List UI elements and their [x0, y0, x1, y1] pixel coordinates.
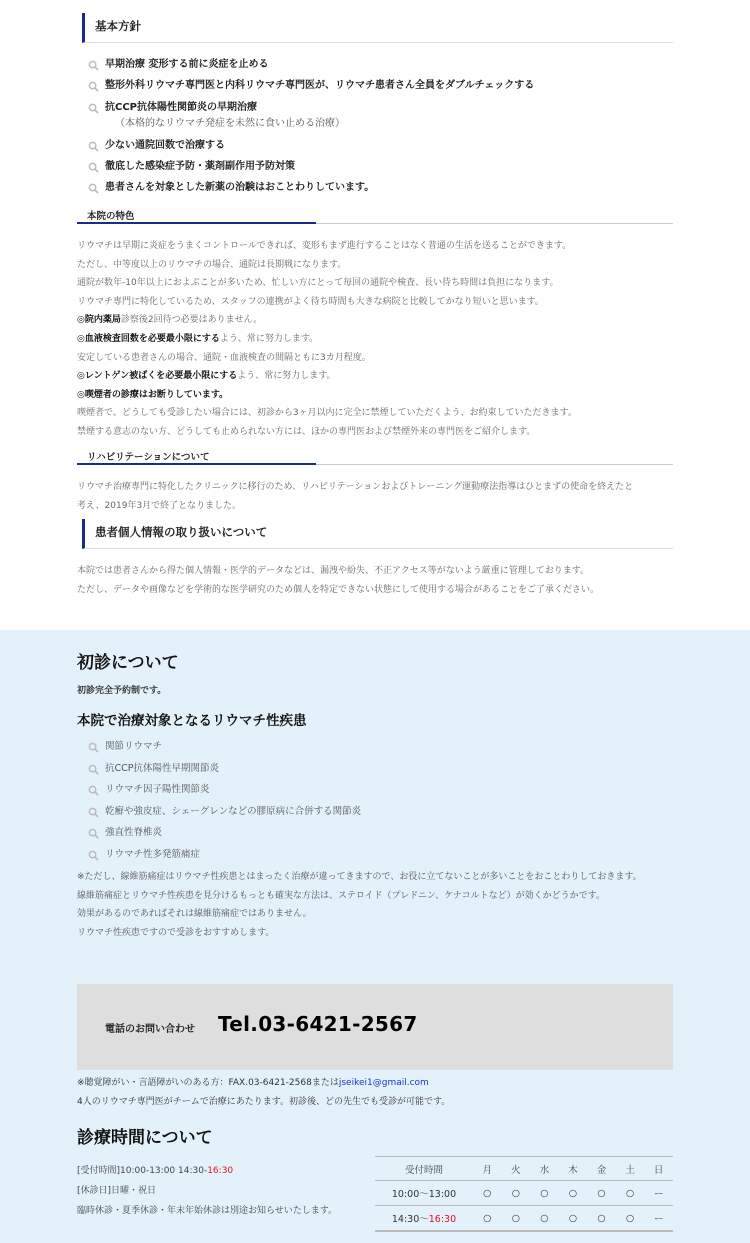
diseases-title: 本院で治療対象となるリウマチ性疾患	[77, 713, 307, 729]
list-item: 少ない通院回数で治療する	[88, 139, 534, 160]
search-icon	[88, 742, 99, 753]
fax-line: ※聴覚障がい・言語障がいのある方：FAX.03-6421-2568またはjseikei1@gmail.com	[77, 1078, 429, 1088]
reservation-notice: 初診完全予約制です。	[77, 686, 167, 696]
privacy-text: 本院では患者さんから得た個人情報・医学的データなどは、漏洩や紛失、不正アクセス等がないよう厳重に管理しております。 ただし、データや画像などを学術的な医学研究のため個人を特定できない状態にして使用する場合があることをご了承ください。	[77, 566, 600, 595]
hours-info: [受付時間]10:00-13:00 14:30-16:30 [休診日]日曜・祝日 臨時休診・夏季休診・年末年始休診は別途お知らせいたします。	[77, 1166, 338, 1216]
phone-contact-box	[77, 984, 673, 1070]
team-note: 4人のリウマチ専門医がチームで治療にあたります。初診後、どの先生でも受診が可能です。	[77, 1097, 451, 1107]
policy-title: 基本方針	[82, 13, 673, 43]
search-icon	[88, 103, 99, 114]
email-link[interactable]: jseikei1@gmail.com	[338, 1078, 429, 1088]
hours-title: 診療時間について	[77, 1128, 213, 1148]
search-icon	[88, 141, 99, 152]
search-icon	[88, 183, 99, 194]
table-row: 10:00～13:00 ○ ○ ○ ○ ○ ○ ー	[375, 1181, 673, 1206]
list-item: 抗CCP抗体陽性早期関節炎	[88, 762, 361, 784]
search-icon	[88, 785, 99, 796]
list-item: リウマチ性多発筋痛症	[88, 848, 361, 870]
features-text: リウマチは早期に炎症をうまくコントロールできれば、変形もまず進行することはなく普通の生活を送ることができます。 ただし、中等度以上のリウマチの場合、通院は長期戦になります。 通院が数年-10年以上におよぶことが多いため、忙しい方にとって毎回の通院や検査、長い待ち時間は負担になります。 リウマチ専門に特化しているため、スタッフの連携がよく待ち時間も大きな病院と比較してかなり短いと思います。 ◎院内薬局診察後2回待つ必要はありません。 ◎血液検査回数を必要最小限にするよう、常に努力します。 安定している患者さんの場合、通院・血液検査の間隔ともに3カ月程度。 ◎レントゲン被ばくを必要最小限にするよう、常に努力します。 ◎喫煙者の診療はお断りしています。 喫煙者で、どうしても受診したい場合には、初診から3ヶ月以内に完全に禁煙していただくよう、お約束していただきます。 禁煙する意志のない方、どうしても止められない方には、ほかの専門医および禁煙外来の専門医をご紹介します。	[77, 241, 577, 437]
list-item: 患者さんを対象とした新薬の治験はおことわりしています。	[88, 181, 534, 202]
policy-item-note: （本格的なリウマチ発症を未然に食い止める治療）	[115, 117, 345, 129]
search-icon	[88, 162, 99, 173]
rehab-text: リウマチ治療専門に特化したクリニックに移行のため、リハビリテーションおよびトレーニング運動療法指導はひとまずの使命を終えたと 考え、2019年3月で終了となりました。	[77, 482, 634, 511]
diseases-list	[88, 740, 361, 869]
hours-table	[375, 1156, 673, 1232]
phone-label: 電話のお問い合わせ	[105, 1024, 195, 1035]
list-item: リウマチ因子陽性関節炎	[88, 783, 361, 805]
search-icon	[88, 828, 99, 839]
features-title: 本院の特色	[77, 208, 673, 224]
list-item: 整形外科リウマチ専門医と内科リウマチ専門医が、リウマチ患者さん全員をダブルチェックする	[88, 79, 534, 100]
search-icon	[88, 807, 99, 818]
fibromyalgia-notes: ※ただし、線維筋痛症はリウマチ性疾患とはまったく治療が違ってきますので、お役に立てないことが多いことをおことわりしておきます。 線維筋痛症とリウマチ性疾患を見分けるもっとも確実な方法は、ステロイド（プレドニン、ケナコルトなど）が効くかどうかです。 効果があるのであればそれは線維筋痛症ではありません。 リウマチ性疾患ですので受診をおすすめします。	[77, 872, 642, 938]
list-item: 早期治療 変形する前に炎症を止める	[88, 58, 534, 79]
list-item: 徹底した感染症予防・薬剤副作用予防対策	[88, 160, 534, 181]
search-icon	[88, 81, 99, 92]
list-item: 強直性脊椎炎	[88, 826, 361, 848]
hours-table-header: 受付時間 月 火 水 木 金 土 日	[375, 1157, 673, 1181]
policy-list	[88, 58, 534, 202]
search-icon	[88, 60, 99, 71]
list-item: 乾癬や強皮症、シェーグレンなどの膠原病に合併する関節炎	[88, 805, 361, 827]
search-icon	[88, 850, 99, 861]
first-visit-title: 初診について	[77, 653, 179, 673]
rehab-title: リハビリテーションについて	[77, 449, 673, 465]
list-item: 関節リウマチ	[88, 740, 361, 762]
privacy-title: 患者個人情報の取り扱いについて	[82, 519, 673, 549]
search-icon	[88, 764, 99, 775]
table-row: 14:30～16:30 ○ ○ ○ ○ ○ ○ ー	[375, 1206, 673, 1232]
list-item: 抗CCP抗体陽性関節炎の早期治療 （本格的なリウマチ発症を未然に食い止める治療）	[88, 101, 534, 139]
phone-number-link[interactable]: Tel.03-6421-2567	[218, 1012, 418, 1036]
